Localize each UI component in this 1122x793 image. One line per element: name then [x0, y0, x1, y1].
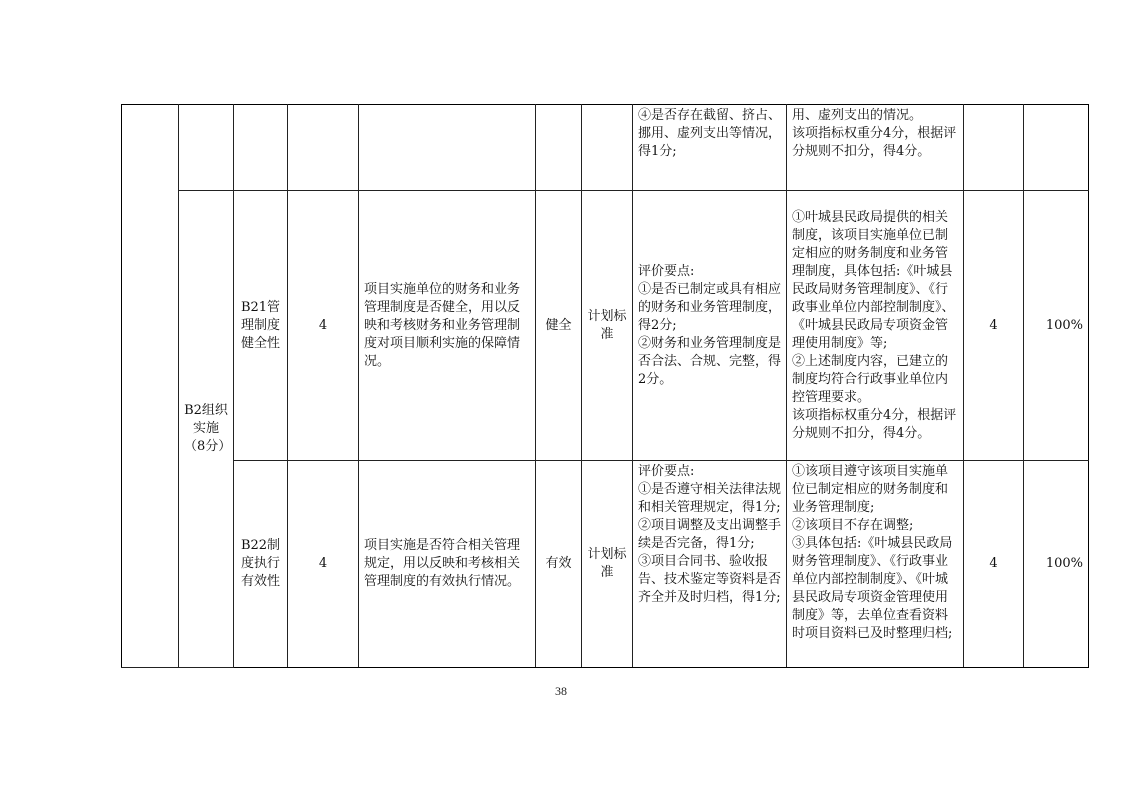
table-cell: [964, 105, 1024, 191]
score-rate-cell: 100%: [1024, 461, 1089, 668]
score-cell: 4: [964, 461, 1024, 668]
score-rate-cell: 100%: [1024, 191, 1089, 461]
page-number: 38: [555, 684, 567, 698]
weight-cell: 4: [288, 191, 359, 461]
standard-source-cell: 计划标准: [582, 461, 633, 668]
indicator-name-cell: B21管理制度健全性: [234, 191, 288, 461]
scoring-points-cell: ④是否存在截留、挤占、挪用、虚列支出等情况，得1分;: [633, 105, 787, 191]
indicator-name-cell: B22制度执行有效性: [234, 461, 288, 668]
table-cell: [288, 105, 359, 191]
table-cell: [1024, 105, 1089, 191]
standard-source-cell: 计划标准: [582, 191, 633, 461]
score-cell: 4: [964, 191, 1024, 461]
table-cell: [359, 105, 536, 191]
indicator-content-cell: 项目实施是否符合相关管理规定，用以反映和考核相关管理制度的有效执行情况。: [359, 461, 536, 668]
table-cell: [536, 105, 582, 191]
weight-cell: 4: [288, 461, 359, 668]
criterion-cell: 有效: [536, 461, 582, 668]
evidence-cell: ①该项目遵守该项目实施单位已制定相应的财务制度和业务管理制度; ②该项目不存在调整; ③具体包括:《叶城县民政局财务管理制度》、《行政事业单位内部控制制度》、《叶城县民政局专项资金管理使用制度》等，去单位查看资料时项目资料已及时整理归档;: [787, 461, 964, 668]
table-row: [122, 191, 1089, 461]
table-row: [122, 105, 1089, 191]
table-cell: [582, 105, 633, 191]
evaluation-table: [121, 104, 1089, 668]
evidence-cell: ①叶城县民政局提供的相关制度，该项目实施单位已制定相应的财务制度和业务管理制度，具体包括:《叶城县民政局财务管理制度》、《行政事业单位内部控制制度》、《叶城县民政局专项资金管理使用制度》等; ②上述制度内容，已建立的制度均符合行政事业单位内控管理要求。 该项指标权重分4分，根据评分规则不扣分，得4分。: [787, 191, 964, 461]
table-cell: [179, 105, 234, 191]
evidence-cell: 用、虚列支出的情况。 该项指标权重分4分，根据评分规则不扣分，得4分。: [787, 105, 964, 191]
table-row: [122, 461, 1089, 668]
scoring-points-cell: 评价要点: ①是否遵守相关法律法规和相关管理规定，得1分; ②项目调整及支出调整手续是否完备，得1分; ③项目合同书、验收报告、技术鉴定等资料是否齐全并及时归档，得1分;: [633, 461, 787, 668]
first-level-indicator-cell: [122, 105, 179, 668]
table-cell: [234, 105, 288, 191]
second-level-indicator-cell: B2组织实施（8分）: [179, 191, 234, 668]
criterion-cell: 健全: [536, 191, 582, 461]
indicator-content-cell: 项目实施单位的财务和业务管理制度是否健全，用以反映和考核财务和业务管理制度对项目顺利实施的保障情况。: [359, 191, 536, 461]
scoring-points-cell: 评价要点: ①是否已制定或具有相应的财务和业务管理制度，得2分; ②财务和业务管理制度是否合法、合规、完整，得2分。: [633, 191, 787, 461]
